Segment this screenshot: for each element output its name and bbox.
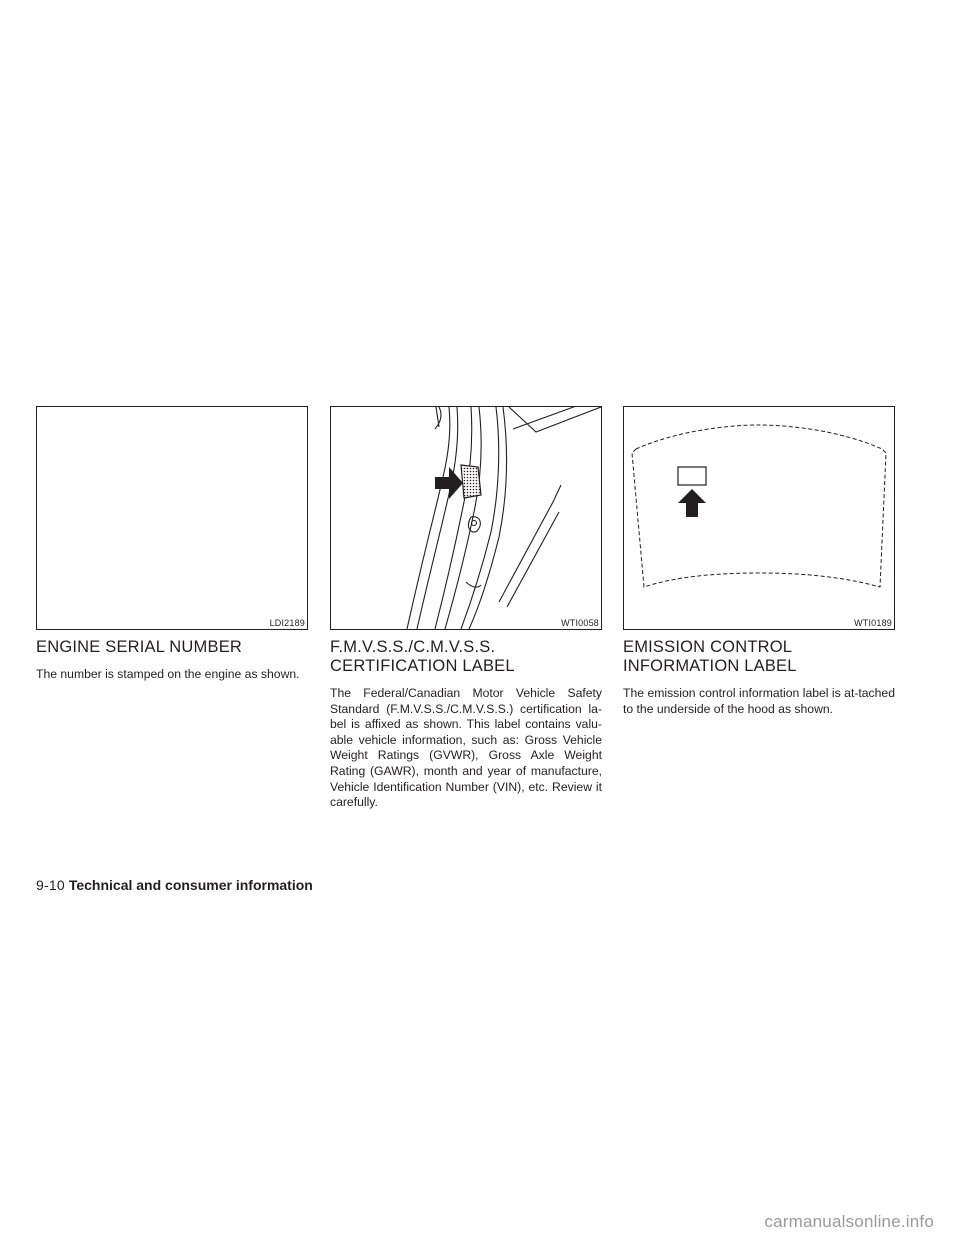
certification-label-shape bbox=[461, 465, 481, 498]
section-heading bbox=[330, 638, 602, 676]
door-pillar-illustration bbox=[331, 407, 601, 629]
heading-line: CERTIFICATION LABEL bbox=[330, 657, 515, 675]
figure-engine bbox=[36, 406, 308, 630]
figure-hood bbox=[623, 406, 895, 630]
heading-line: INFORMATION LABEL bbox=[623, 657, 797, 675]
page-footer bbox=[36, 877, 313, 893]
section-body: The number is stamped on the engine as shown. bbox=[36, 667, 300, 681]
heading-line: ENGINE SERIAL NUMBER bbox=[36, 638, 243, 656]
section-body: The emission control information label is at-tached to the underside of the hood as shown. bbox=[623, 686, 895, 716]
section-heading bbox=[623, 638, 895, 676]
section-emission-control-label bbox=[623, 406, 895, 717]
arrow-up-icon bbox=[678, 489, 706, 517]
heading-line: EMISSION CONTROL bbox=[623, 638, 793, 656]
hood-illustration bbox=[624, 407, 894, 629]
figure-code: LDI2189 bbox=[269, 618, 305, 628]
section-heading bbox=[36, 638, 308, 657]
pillar-outline bbox=[407, 407, 601, 629]
footer-section-title: Technical and consumer information bbox=[68, 877, 313, 893]
heading-line: F.M.V.S.S./C.M.V.S.S. bbox=[330, 638, 496, 656]
figure-code: WTI0058 bbox=[561, 618, 599, 628]
figure-door-pillar bbox=[330, 406, 602, 630]
page-number: 9-10 bbox=[36, 877, 65, 893]
hood-outline bbox=[632, 425, 886, 587]
emission-label-shape bbox=[678, 467, 706, 485]
section-body: The Federal/Canadian Motor Vehicle Safety Standard (F.M.V.S.S./C.M.V.S.S.) certification la-bel is affixed as shown. This label contains valu-able vehicle information, such as: Gross Vehicle Weight Ratings (GVWR), Gross Axle Weight Rating (GAWR), month and year of manufacture, Vehicle Identification Number (VIN), etc. Review it carefully. bbox=[330, 686, 602, 810]
section-engine-serial-number bbox=[36, 406, 308, 683]
section-certification-label bbox=[330, 406, 602, 811]
figure-code: WTI0189 bbox=[854, 618, 892, 628]
watermark: carmanualsonline.info bbox=[764, 1212, 934, 1231]
